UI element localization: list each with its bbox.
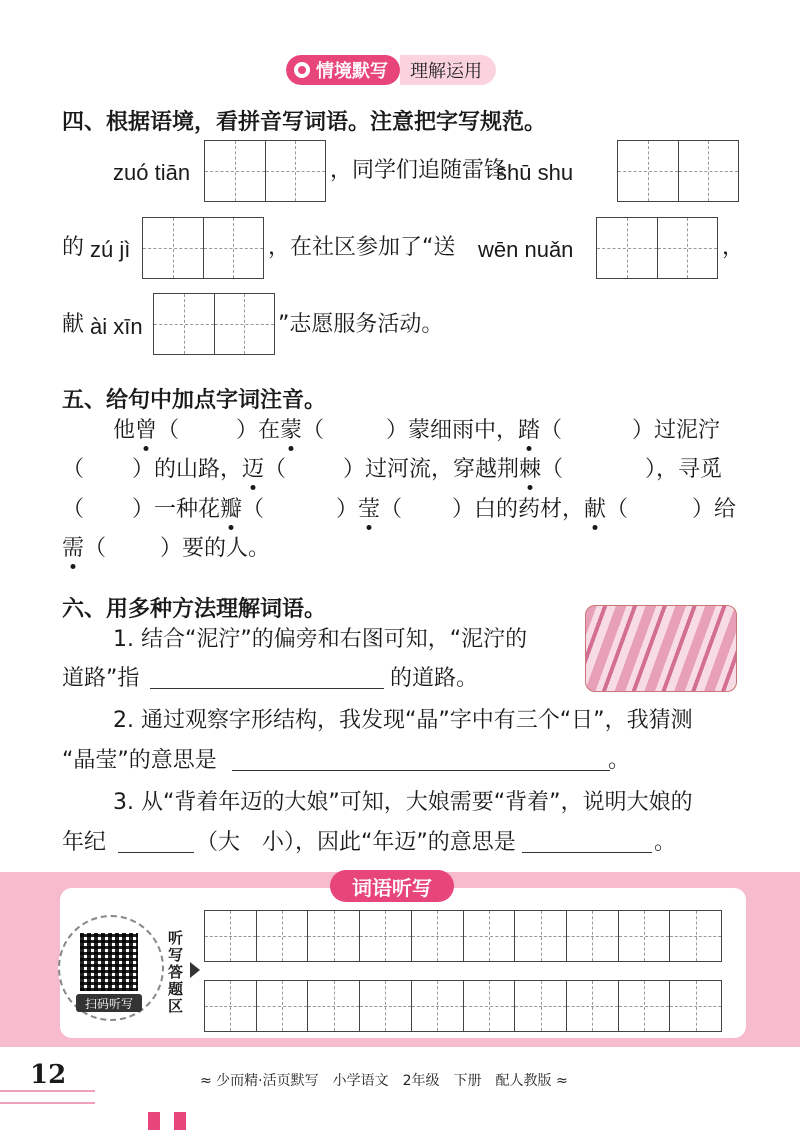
- footer-text: ≈ 少而精·活页默写 小学语文 2年级 下册 配人教版 ≈: [200, 1073, 568, 1089]
- line3-text: ）莹（: [336, 497, 403, 522]
- header-badge-label: 情境默写: [316, 61, 388, 82]
- grid-cell[interactable]: [618, 981, 670, 1031]
- line4-text: ）要的人。: [160, 536, 271, 561]
- sentence-comma: ，: [722, 235, 745, 260]
- section6-title: 六、用多种方法理解词语。: [62, 597, 327, 622]
- q3-text: 3. 从“背着年迈的大娘”可知，大娘需要“背着”，说明大娘的: [113, 790, 693, 815]
- medal-icon: [294, 62, 310, 78]
- grid-cell[interactable]: [265, 141, 326, 201]
- pinyin-zuotian: zuó tiān: [113, 160, 191, 185]
- q1-answer-line[interactable]: [150, 664, 384, 689]
- grid-cell[interactable]: [411, 911, 463, 961]
- grid-cell[interactable]: [678, 141, 739, 201]
- page-number: 12: [30, 1060, 67, 1090]
- dotted-char: 莹: [358, 497, 381, 522]
- line2-text: ）的山路，迈（: [132, 457, 287, 482]
- pinyin-shushu: shū shu: [496, 160, 574, 185]
- grid-cell[interactable]: [359, 981, 411, 1031]
- grid-cell[interactable]: [618, 911, 670, 961]
- grid-cell[interactable]: [214, 294, 275, 354]
- dotted-char: 踏: [518, 418, 541, 443]
- q2-text: 。: [608, 748, 631, 773]
- grid-cell[interactable]: [411, 981, 463, 1031]
- pinyin-aixin: ài xīn: [90, 314, 143, 339]
- grid-cell[interactable]: [205, 911, 256, 961]
- section5-title: 五、给句中加点字词注音。: [62, 388, 327, 413]
- qr-code-icon[interactable]: [80, 933, 138, 991]
- grid-cell[interactable]: [597, 218, 657, 278]
- grid-cell[interactable]: [256, 911, 308, 961]
- line3-text: ）给: [692, 497, 737, 522]
- wave-decoration: [0, 1090, 95, 1104]
- line1-text: ）蒙细雨中，踏（: [386, 418, 563, 443]
- dictation-grid-row-2[interactable]: [204, 980, 722, 1032]
- grid-cell[interactable]: [669, 981, 721, 1031]
- section4-title: 四、根据语境，看拼音写词语。注意把字写规范。: [62, 110, 547, 135]
- dotted-char: 迈: [242, 457, 265, 482]
- grid-cell[interactable]: [256, 981, 308, 1031]
- dictation-tag: 词语听写: [330, 870, 454, 902]
- sentence-fragment: ，同学们追随雷锋: [330, 158, 507, 183]
- dotted-char: 瓣: [220, 497, 243, 522]
- sentence-fragment: ”志愿服务活动。: [278, 312, 444, 337]
- line1-text: ）在蒙（: [236, 418, 325, 443]
- grid-cell[interactable]: [657, 218, 718, 278]
- line3-text: ）一种花瓣（: [132, 497, 265, 522]
- dotted-char: 献: [584, 497, 607, 522]
- line1-text: ）过泥泞: [632, 418, 721, 443]
- grid-cell[interactable]: [307, 911, 359, 961]
- answer-grid-1[interactable]: [204, 140, 326, 202]
- answer-grid-2[interactable]: [617, 140, 739, 202]
- q2-text: 2. 通过观察字形结构，我发现“晶”字中有三个“日”，我猜测: [113, 708, 693, 733]
- q3-answer-line-1[interactable]: [118, 828, 194, 853]
- q1-text: 道路”指: [62, 666, 140, 691]
- q3-answer-line-2[interactable]: [522, 828, 652, 853]
- page-tab-mark: [148, 1112, 160, 1130]
- line2-text: （: [62, 457, 85, 482]
- line1-text: 他曾（: [113, 418, 180, 443]
- dotted-char: 需: [62, 536, 85, 561]
- q1-text: 1. 结合“泥泞”的偏旁和右图可知，“泥泞的: [113, 627, 528, 652]
- line3-text: ）白的药材，献（: [452, 497, 629, 522]
- header-subtitle: 理解运用: [400, 55, 496, 85]
- sentence-fragment: ，在社区参加了“送: [268, 235, 456, 260]
- line2-text: ），寻觅: [645, 457, 723, 482]
- grid-cell[interactable]: [463, 981, 515, 1031]
- grid-cell[interactable]: [143, 218, 203, 278]
- q3-text: 。: [654, 830, 677, 855]
- page-tab-mark: [174, 1112, 186, 1130]
- grid-cell[interactable]: [205, 981, 256, 1031]
- dotted-char: 棘: [519, 457, 542, 482]
- q1-text: 的道路。: [390, 666, 479, 691]
- answer-grid-5[interactable]: [153, 293, 275, 355]
- grid-cell[interactable]: [307, 981, 359, 1031]
- line4-text: 需（: [62, 536, 107, 561]
- answer-grid-3[interactable]: [142, 217, 264, 279]
- grid-cell[interactable]: [463, 911, 515, 961]
- qr-label[interactable]: 扫码听写: [76, 994, 142, 1012]
- pinyin-zuji: zú jì: [90, 237, 131, 262]
- q2-text: “晶莹”的意思是: [62, 748, 217, 773]
- line3-text: （: [62, 497, 85, 522]
- dictation-grid-row-1[interactable]: [204, 910, 722, 962]
- grid-cell[interactable]: [203, 218, 264, 278]
- grid-cell[interactable]: [566, 981, 618, 1031]
- q3-text: 年纪: [62, 830, 107, 855]
- grid-cell[interactable]: [514, 911, 566, 961]
- grid-cell[interactable]: [669, 911, 721, 961]
- grid-cell[interactable]: [154, 294, 214, 354]
- q2-answer-line[interactable]: [232, 746, 610, 771]
- dotted-char: 蒙: [280, 418, 303, 443]
- grid-cell[interactable]: [359, 911, 411, 961]
- grid-cell[interactable]: [618, 141, 678, 201]
- sentence-prefix: 献: [62, 312, 85, 337]
- q3-text: （大 小），因此“年迈”的意思是: [196, 830, 516, 855]
- grid-cell[interactable]: [514, 981, 566, 1031]
- grid-cell[interactable]: [205, 141, 265, 201]
- section-header-pill: [286, 55, 496, 85]
- sentence-prefix: 的: [62, 235, 85, 260]
- arrow-right-icon: [190, 962, 200, 978]
- answer-grid-4[interactable]: [596, 217, 718, 279]
- line2-text: ）过河流，穿越荆棘（: [343, 457, 564, 482]
- grid-cell[interactable]: [566, 911, 618, 961]
- answer-area-label: 听写答题区: [168, 929, 184, 1015]
- dotted-char: 曾: [135, 418, 158, 443]
- pinyin-wennuan: wēn nuǎn: [478, 237, 574, 262]
- muddy-road-image: [585, 605, 737, 692]
- header-badge: [286, 55, 400, 85]
